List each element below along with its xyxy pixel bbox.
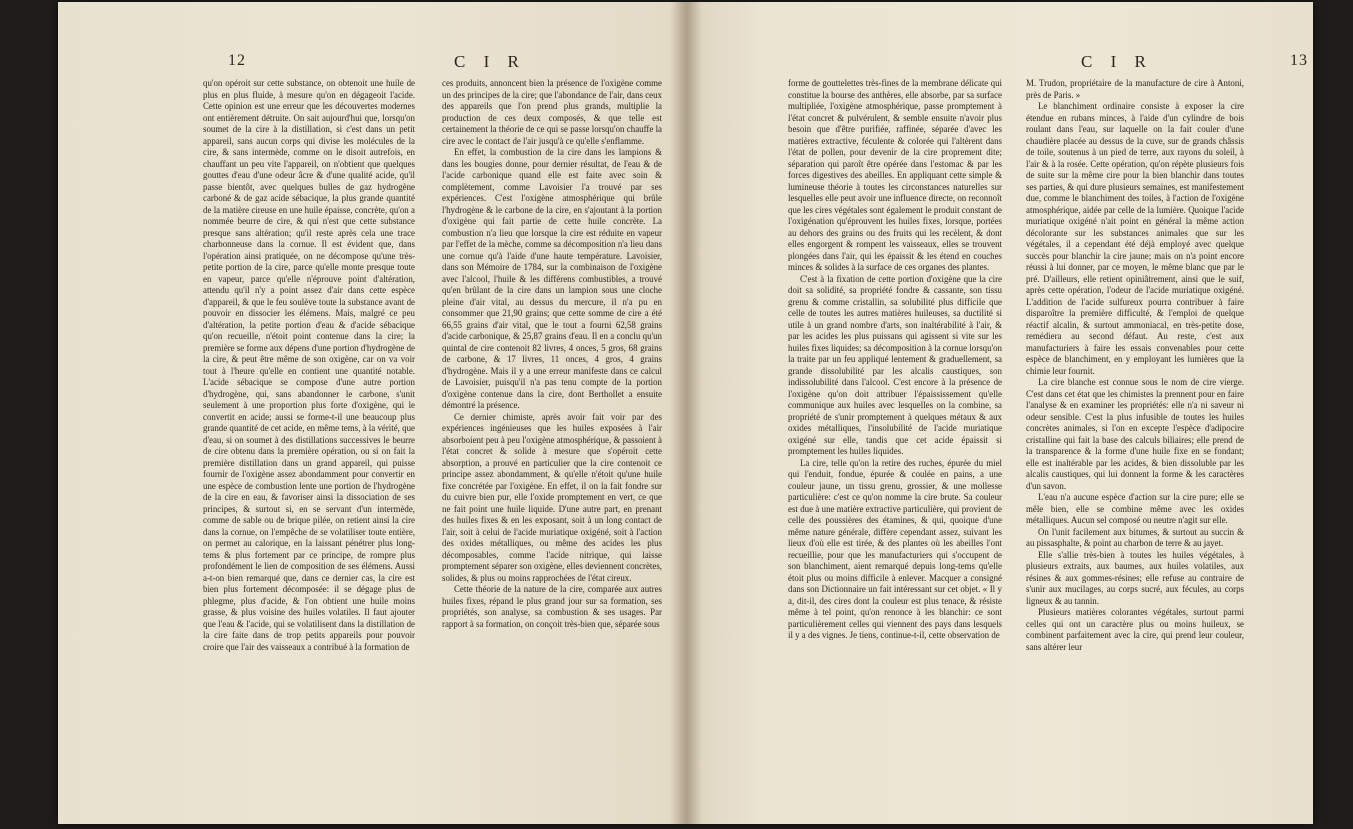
left-page (58, 2, 686, 824)
text-column-2 (442, 78, 662, 630)
paragraph: Ce dernier chimiste, après avoir fait voir par des expériences ingénieuses que les huiles exposées à l'air absorboient peu à peu l'oxigène atmosphérique, & passoient à l'état concret & solide à mesure que s'opéroit cette absorption, a prouvé en particulier que la cire contenoit ce principe assez abondamment, & qu'elle n'étoit qu'une huile fixe concrétée par l'oxigène. En effet, il on la fait fondre sur du cuivre bien pur, elle l'oxide promptement en vert, ce que ne fait point une huile liquide. D'une autre part, en prenant des huiles fixes & en les exposant, soit à un long contact de l'air, soit à celui de l'acide muriatique oxigéné, soit à l'action des oxides métalliques, ou même des acides les plus décomposables, comme l'acide nitrique, qui laisse promptement séparer son oxigène, elles deviennent concrètes, solides, & plus ou moins rapprochées de l'état cireux. (442, 411, 662, 583)
paragraph: Le blanchiment ordinaire consiste à exposer la cire étendue en rubans minces, à l'aide d'un cylindre de bois roulant dans l'eau, sur laquelle on la fait couler d'une chaudière placée au dessus de la cuve, sur de grands châssis de toile, soutenus à un pied de terre, aux rayons du soleil, à l'air & à la rosée. Cette opération, qu'on répète plusieurs fois de suite sur la même cire pour la bien blanchir dans toutes ses parties, & qui dure plusieurs semaines, est manifestement due, comme le blanchiment des toiles, à l'action de l'oxigène atmosphérique, aidée par celle de la lumière. Quoique l'acide muriatique oxigéné n'ait point en général la même action décolorante sur les substances animales que sur les végétales, il a cependant été déjà employé avec quelque succès pour blanchir la cire jaune; mais on n'a point encore réussi à lui donner, par ce moyen, le même blanc que par le pré. D'ailleurs, elle retient opiniâtrement, ainsi que le suif, après cette opération, l'odeur de l'acide muriatique oxigéné. L'addition de l'acide sulfureux pourra contribuer à faire disparoître la première difficulté, & l'emploi de quelque réactif alcalin, & surtout ammoniacal, en très-petite dose, remédiera au second défaut. Au reste, c'est aux manufacturiers à faire les essais convenables pour cette espèce de blanchiment, en y employant les lumières que la chimie leur fournit. (1026, 101, 1244, 376)
paragraph: Cette théorie de la nature de la cire, comparée aux autres huiles fixes, répand le plus grand jour sur sa formation, ses propriétés, son analyse, sa combustion & ses usages. Par rapport à sa formation, on conçoit très-bien que, séparée sous (442, 584, 662, 629)
paragraph: Elle s'allie très-bien à toutes les huiles végétales, à plusieurs extraits, aux baumes, aux huiles volatiles, aux résines & aux gommes-résines; elle refuse au contraire de s'unir aux mucilages, au corps sucré, aux fécules, au corps ligneux & au tannin. (1026, 549, 1244, 606)
text-column-1 (788, 78, 1002, 642)
paragraph: On l'unit facilement aux bitumes, & surtout au succin & au pissasphalte, & point au charbon de terre & au jayet. (1026, 526, 1244, 548)
text-column-2 (1026, 78, 1244, 653)
book-gutter (670, 2, 702, 824)
paragraph: M. Trudon, propriétaire de la manufacture de cire à Antoni, près de Paris. » (1026, 78, 1244, 100)
paragraph: forme de gouttelettes très-fines de la membrane délicate qui constitue la bourse des anthères, elle absorbe, par sa surface multipliée, l'oxigène atmosphérique, passe promptement à l'état concret & pulvérulent, & semble ensuite n'avoir plus besoin que d'être purifiée, raffinée, séparée d'avec les matières extractive, féculente & colorée qui l'altèrent dans l'état de pollen, pour devenir de la cire proprement dite; séparation qui paroît être opérée dans l'estomac & par les forces digestives des abeilles. En appliquant cette simple & lumineuse théorie à toutes les circonstances naturelles sur lesquelles elle peut avoir une influence directe, on reconnoît que les cires végétales sont également le produit constant de l'oxigénation qu'éprouvent les huiles fixes, lorsque, portées au dehors des grains ou des fruits qui les recèlent, & dont elles engorgent & rompent les vaisseaux, elles se trouvent plongées dans l'air, qui les épaissit & les étend en couches minces & solides à la surface de ces organes des plantes. (788, 78, 1002, 272)
paragraph: L'eau n'a aucune espèce d'action sur la cire pure; elle se mêle bien, elle se combine même avec les oxides métalliques. Aucun sel composé ou neutre n'agit sur elle. (1026, 492, 1244, 525)
right-page-header (686, 52, 1313, 74)
running-head: C I R (1081, 52, 1153, 71)
paragraph: C'est à la fixation de cette portion d'oxigène que la cire doit sa solidité, sa propriété fondre & cassante, son tissu grenu & comme cristallin, sa solubilité plus difficile que celle de toutes les autres matières huileuses, sa ductilité si utile à un grand nombre d'arts, son inaltérabilité à l'air, & par les acides les plus puissans qui agissent si vite sur les huiles fixes liquides; sa décomposition à la cornue lorsqu'on la traite par un feu appliqué lentement & graduellement, sa grande dissolubilité par les alcalis caustiques, son indissolubilité dans l'alcool. C'est encore à la présence de l'oxigène qu'on doit attribuer l'épaississement qu'elle communique aux huiles avec lesquelles on la combine, sa propriété de s'unir promptement à quelques métaux & aux oxides métalliques, l'insolubilité de l'acide muriatique oxigéné sur elle, tandis que cet acide épaissit si promptement les huiles liquides. (788, 273, 1002, 456)
text-column-1 (203, 78, 415, 653)
running-head: C I R (454, 52, 526, 71)
paragraph: Plusieurs matières colorantes végétales, surtout parmi celles qui ont un caractère plus ou moins huileux, se combinent parfaitement avec la cire, qui prend leur couleur, sans altérer leur (1026, 607, 1244, 652)
paragraph: La cire, telle qu'on la retire des ruches, épurée du miel qui l'enduit, fondue, épurée & coulée en pains, a une couleur jaune, un tissu grenu, grossier, & une mollesse particulière: c'est ce qu'on nomme la cire brute. Sa couleur est due à une matière extractive particulière, qui provient de celle des poussières des étamines, & qui, quoique d'une même nature générale, diffère cependant assez, suivant les lieux d'où elle est tirée, & des plantes où les abeilles l'ont recueillie, pour que les manufacturiers qui s'occupent de son blanchiment, aient remarqué depuis long-tems qu'elle étoit plus ou moins difficile à enlever. Macquer a consigné dans son Dictionnaire un fait intéressant sur cet objet. « Il y a, dit-il, des cires dont la couleur est plus tenace, & résiste même à tel point, qu'on renonce à les blanchir: ce sont particulièrement celles qui viennent des pays dans lesquels il y a des vignes. Je tiens, continue-t-il, cette observation de (788, 457, 1002, 640)
book-spread (58, 2, 1313, 824)
paragraph: La cire blanche est connue sous le nom de cire vierge. C'est dans cet état que les chimistes la prennent pour en faire l'analyse & en examiner les propriétés: elle n'a ni saveur ni odeur sensible. C'est la plus infusible de toutes les huiles concrètes animales, si l'on en excepte l'espèce d'adipocire cristalline qui fait la base des calculs biliaires; elle prend de la transparence & la forme d'une huile fixe en se fondant; elle est inaltérable par les acides, & bien dissoluble par les alcalis caustiques, qui lui donnent la forme & les caractères d'un savon. (1026, 377, 1244, 491)
right-page (686, 2, 1313, 824)
paragraph: qu'on opéroit sur cette substance, on obtenoit une huile de plus en plus fluide, à mesure qu'on en dégageoit l'acide. Cette opinion est une erreur que les découvertes modernes ont entièrement détruite. On sait aujourd'hui que, lorsqu'on soumet de la cire à la distillation, si c'est dans un petit appareil, sans aucun corps qui divise les molécules de la cire, & sans intermède, comme on le disoit autrefois, en chauffant un peu vite l'appareil, on n'obtient que quelques gouttes d'eau d'une odeur âcre & d'une qualité acide, qu'il passe bientôt, avec quelques bulles de gaz hydrogène carboné & de gaz acide sébacique, la plus grande quantité de la matière cireuse en une huile épaisse, concrète, qu'on a nommée beurre de cire, & qui n'est que cette substance presque sans altération; qu'il reste après cela une trace charbonneuse dans la cornue. Il est évident que, dans l'opération ainsi pratiquée, on ne décompose qu'une très-petite portion de la cire, parce qu'elle monte presque toute en vapeur, parce qu'elle n'éprouve point d'altération, attendu qu'il n'y a point assez d'air dans cette espèce d'appareil, & que le feu soulève toute la substance avant de pouvoir en dissocier les élémens. Mais, malgré ce peu d'altération, la petite portion d'eau & d'acide sébacique qu'on recueille, n'étoit point contenue dans la cire; la première se forme aux dépens d'une portion d'hydrogène de la cire, & peut être même de son oxigène, car on va voir tout à l'heure qu'elle en contient une quantité notable. L'acide sébacique se compose d'une autre portion d'hydrogène, qui, sans abandonner le carbone, s'unit seulement à une proportion plus forte d'oxigène, qui le convertit en acide; aussi se forme-t-il une beaucoup plus grande quantité de cet acide, en même tems, à la vérité, que d'eau, si on soumet à des distillations successives le beurre de cire obtenu dans la première opération, ou si on fait la première distillation dans un grand appareil, qui puisse fournir de l'oxigène assez abondamment pour convertir en une espèce de combustion lente une portion de l'hydrogène de la cire en eau, & favoriser ainsi la dissociation de ses principes, & surtout si, en se servant d'un intermède, comme de sable ou de brique pilée, on retient ainsi la cire dans la cornue, on l'empêche de se volatiliser toute entière, on permet au calorique, en la laissant pénétrer plus long-tems & plus fortement par ce principe, de rompre plus profondément le lien de composition de ses élémens. Aussi a-t-on bien remarqué que, dans ce dernier cas, la cire est bien plus fortement décomposée: il se dégage plus de phlegme, plus d'acide, & l'on obtient une huile moins grasse, & plus voisine des huiles volatiles. Il faut ajouter que l'eau & l'acide, qui se volatilisent dans la distillation de la cire faite dans de trop petits appareils pour pouvoir croire que l'air des vaisseaux a contribué à la formation de (203, 78, 415, 652)
page-number: 13 (1290, 52, 1308, 69)
paragraph: ces produits, annoncent bien la présence de l'oxigène comme un des principes de la cire; que l'abondance de l'air, dans ceux des appareils que l'on prend plus grands, multiplie la production de ces deux composés, & que telle est certainement la théorie de ce qui se passe lorsqu'on chauffe la cire avec le contact de l'air jusqu'à ce qu'elle s'enflamme. (442, 78, 662, 146)
left-page-header (58, 52, 686, 74)
paragraph: En effet, la combustion de la cire dans les lampions & dans les bougies donne, pour dernier résultat, de l'eau & de l'acide carbonique quand elle est faite avec soin & complètement, comme Lavoisier l'a trouvé par ses expériences. C'est l'oxigène atmosphérique qui brûle l'hydrogène & le carbone de la cire, en s'ajoutant à la portion d'oxigène qui fait partie de cette huile concrète. La combustion n'a lieu que lorsque la cire est réduite en vapeur par l'effet de la mèche, comme sa décomposition n'a lieu dans une cornue qu'à l'aide d'une haute température. Lavoisier, dans son Mémoire de 1784, sur la combinaison de l'oxigène avec l'alcool, l'huile & les différens combustibles, a trouvé qu'en brûlant de la cire dans un lampion sous une cloche pleine d'air vital, au dessus du mercure, il n'a pu en consommer que 21,90 grains; que cette somme de cire a été 66,55 grains d'air vital, que le tout a fourni 62,58 grains d'acide carbonique, & 25,87 grains d'eau. Il en a conclu qu'un quintal de cire contenoit 82 livres, 4 onces, 5 gros, 68 grains de carbone, & 17 livres, 11 onces, 4 gros, 4 grains d'hydrogène. Mais il y a une erreur manifeste dans ce calcul de Lavoisier, puisqu'il n'a pas tenu compte de la portion d'oxigène contenue dans la cire, dont Berthollet a ensuite démontré la présence. (442, 147, 662, 410)
page-number: 12 (228, 52, 246, 69)
